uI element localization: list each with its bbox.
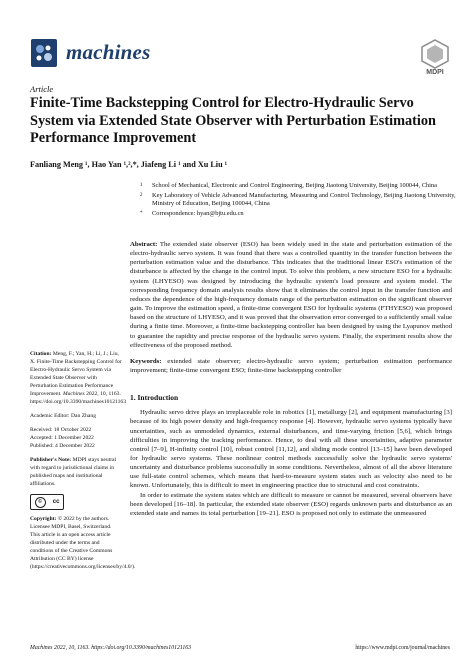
publisher-name: MDPI [426, 69, 444, 76]
citation-journal: Machines [62, 391, 85, 397]
copyright-block [30, 515, 136, 571]
affiliation-item [140, 210, 460, 219]
affiliation-text: School of Mechanical, Electronic and Control Engineering, Beijing Jiaotong University, Beijing 100044, China [152, 182, 437, 189]
citation-text: Meng, F.; Yan, H.; Li, J.; Liu, X. Finite-Time Backstepping Control for Electro-Hydraulic Servo System via Extended State Observer with Perturbation Estimation Performance Improvement. [30, 351, 122, 397]
journal-name: machines [66, 40, 151, 64]
cc-license-badge[interactable] [30, 494, 64, 510]
citation-block [30, 350, 127, 406]
correspondence-text[interactable]: Correspondence: hyan@bjtu.edu.cn [152, 209, 244, 217]
keywords [130, 357, 452, 375]
academic-editor: Academic Editor: Dan Zhang [30, 413, 97, 419]
date-received: Received: 18 October 2022 [30, 427, 92, 433]
keywords-label: Keywords: [130, 357, 162, 365]
copyright-text: © 2022 by the authors. Licensee MDPI, Basel, Switzerland. This article is an open access article distributed under the terms and conditions of the Creative Commons Attribution (CC BY) license (https://creativecommons.org/licenses/by/4.0/). [30, 516, 136, 570]
affiliation-text: Key Laboratory of Vehicle Advanced Manufacturing, Measuring and Control Technology, Beijing Jiaotong University, Ministry of Education, Beijing 100044, China [152, 191, 456, 208]
affiliation-mark: 1 [140, 183, 143, 188]
article-type: Article [30, 84, 54, 94]
intro-paragraph-2: In order to estimate the system states which are difficult to measure or cannot be measured, several observers have been developed [16–18]. In particular, the extended state observer (ESO) regards unknown parts and disturbance as an extended state and names its total perturbation [19–21]. ESO is proposed not only to estimate the unmeasured [130, 491, 452, 517]
date-published: Published: 4 December 2022 [30, 443, 95, 449]
journal-logo-icon [30, 38, 58, 68]
footer-citation[interactable]: Machines 2022, 10, 1163. https://doi.org/10.3390/machines10121163 [30, 645, 192, 651]
affiliation-mark: 2 [140, 192, 143, 198]
abstract [130, 240, 452, 350]
citation-label: Citation: [30, 351, 52, 357]
intro-paragraph-1: Hydraulic servo drive plays an irreplaceable role in robotics [1], metallurgy [2], and equipment manufacturing [3] because of its high power density and high-frequency response [4]. However, hydraulic servo systems typically have uncertainties, such as unmodeled dynamics, external disturbances, and time-varying friction [5,6], which brings difficulties in improving the tracking performance. Hence, to deal with all these uncertainties, adaptive parameter control [7–9], H-infinity control [10], robust control [11,12], and sliding mode control [13–15] have been developed for hydraulic servo systems. These nonlinear control methods successfully solve the hydraulic servo systems' uncertainty and disturbance problems successfully in some conditions. Nevertheless, almost of all the above literature use full-state control schemes, which means that hard-to-measure system states such as velocity also need to be known. Unfortunately, this is difficult to meet in engineering practice due to structural and cost constraints. [130, 409, 452, 490]
affiliation-item [140, 192, 460, 209]
affiliation-mark: * [140, 210, 143, 216]
abstract-text: The extended state observer (ESO) has been widely used in the state and perturbation estimation of the electro-hydraulic servo system. It was found that there was a controlled quantity in the transfer function between the perturbation estimation value and the disturbance. This indicates that the traditional linear ESO's estimation of the disturbance is affected by the change in the control input. To solve this problem, a new structure ESO for a hydraulic system (LHYESO) was designed by introducing the hydraulic system's load pressure and system model. The corresponding frequency domain analysis results show that it eliminates the control input in the transfer function and reduces the dependence of the high-frequency domain range of the perturbation estimation on the significant observer gain. To improve the estimation speed, a finite-time convergent ESO for hydraulic systems (FTHYESO) was proposed based on the structure of LHYESO, and it was proved that the observation error converged to a sufficiently small value during a finite time. Moreover, a finite-time backstepping controller has been designed by using the Lyapunov method to guarantee the rapidity and precise response of the hydraulic servo system. Finally, the experiment results show the effectiveness of the proposed method. [130, 241, 452, 349]
editor-block [30, 412, 122, 420]
footer-journal-url[interactable]: https://www.mdpi.com/journal/machines [355, 645, 450, 651]
article-sidebar [30, 350, 136, 577]
paper-title: Finite-Time Backstepping Control for Electro-Hydraulic Servo System via Extended State Observer with Perturbation Estimation Performance Improvement [30, 95, 436, 146]
copyright-label: Copyright: [30, 516, 57, 522]
affiliation-item [140, 182, 460, 191]
keywords-text: extended state observer; electro-hydraulic servo system; perturbation estimation performance improvement; finite-time convergent ESO; finite-time backstepping controller [130, 357, 453, 375]
date-accepted: Accepted: 1 December 2022 [30, 435, 94, 441]
publisher-note-label: Publisher's Note: [30, 457, 72, 463]
dates-block [30, 426, 122, 450]
citation-doi[interactable]: 2022, 10, 1163. https://doi.org/10.3390/machines10121163 [30, 391, 127, 405]
publisher-note-block [30, 456, 122, 488]
cc-icon: © [35, 497, 46, 508]
abstract-label: Abstract: [130, 241, 158, 248]
main-column [130, 240, 452, 518]
author-list: Fanliang Meng ¹, Hao Yan ¹,²,*, Jiafeng Li ¹ and Xu Liu ¹ [30, 160, 228, 169]
section-heading: 1. Introduction [130, 393, 179, 403]
publisher-logo-icon [420, 39, 450, 69]
publisher-note-text: MDPI stays neutral with regard to jurisdictional claims in published maps and institutional affiliations. [30, 457, 117, 487]
affiliations [140, 182, 460, 219]
cc-label: cc [52, 499, 60, 505]
journal-header [30, 36, 450, 76]
